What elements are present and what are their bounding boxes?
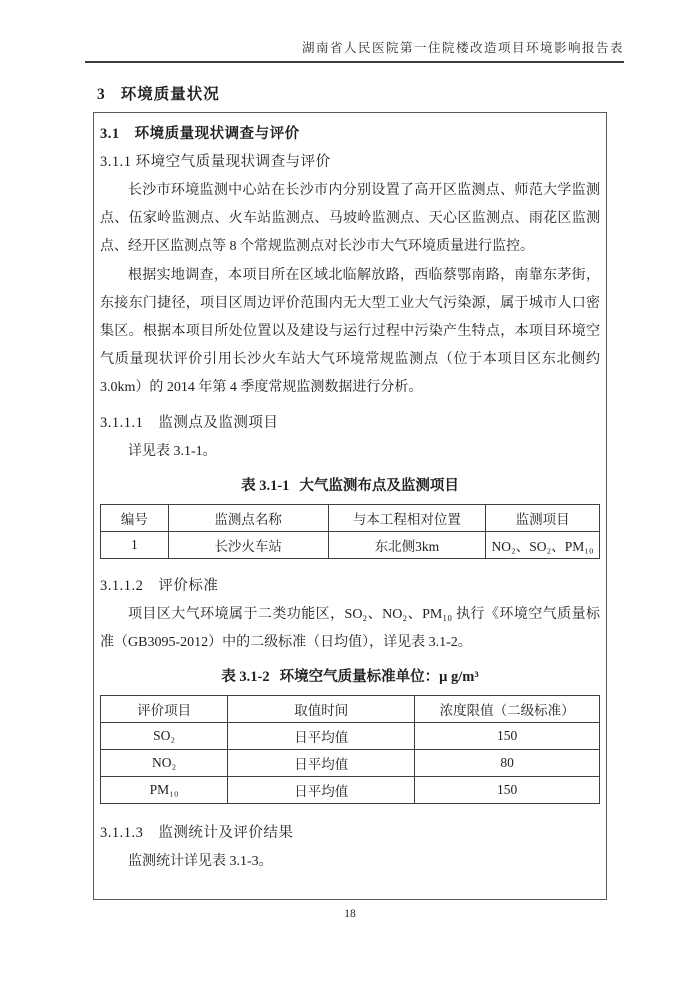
- page-number: 18: [344, 908, 356, 920]
- table-3-1-2-title: [100, 665, 600, 689]
- table-3-1-2-label: 表 3.1-2: [221, 669, 270, 685]
- chapter-title: 环境质量状况: [120, 86, 220, 103]
- see-table-3-1-3-note: 监测统计详见表 3.1-3。: [128, 854, 273, 869]
- paragraph-standards: 项目区大气环境属于二类功能区，SO₂、NO₂、PM₁₀ 执行《环境空气质量标准（GB3095-2012）中的二级标准（日均值），详见表 3.1-2。: [100, 607, 600, 650]
- content-box: [93, 112, 607, 900]
- section-3-1-heading: 3.1 环境质量现状调查与评价: [100, 126, 300, 142]
- cell-averaging-time: 日平均值: [228, 723, 415, 750]
- paragraph-site-survey: 根据实地调查，本项目所在区域北临解放路，西临蔡鄂南路，南靠东茅街，东接东门捷径，项目区周边评价范围内无大型工业大气污染源，属于城市人口密集区。根据本项目所处位置以及建设与运行过程中污染产生特点，本项目环境空气质量现状评价引用长沙火车站大气环境常规监测点（位于本项目区东北侧约 3.0km）的 2014 年第 4 季度常规监测数据进行分析。: [100, 268, 600, 395]
- th-assessment-item: 评价项目: [101, 696, 228, 723]
- section-3-1-1-3-heading: 3.1.1.3 监测统计及评价结果: [100, 825, 294, 841]
- table-monitoring-points: [100, 504, 600, 559]
- table-3-1-1-caption: 大气监测布点及监测项目: [299, 478, 459, 494]
- th-averaging-time: 取值时间: [228, 696, 415, 723]
- table-row-no2: [101, 750, 600, 777]
- table-row-pm10: [101, 777, 600, 804]
- cell-pollutant: NO₂: [101, 750, 228, 777]
- table-3-1-1-label: 表 3.1-1: [241, 478, 290, 494]
- table-air-quality-standards: [100, 695, 600, 804]
- cell-pollutant: SO₂: [101, 723, 228, 750]
- chapter-number: 3: [97, 86, 105, 103]
- cell-limit: 80: [415, 750, 600, 777]
- table-header-row: [101, 505, 600, 532]
- cell-site-name: 长沙火车站: [168, 532, 328, 559]
- cell-number: 1: [101, 532, 169, 559]
- table-3-1-2-caption: 环境空气质量标准单位：μ g/m³: [279, 669, 479, 685]
- section-3-1-1-2-heading: 3.1.1.2 评价标准: [100, 578, 219, 594]
- cell-limit: 150: [415, 777, 600, 804]
- header-title: 湖南省人民医院第一住院楼改造项目环境影响报告表: [301, 41, 624, 55]
- chapter-heading: [97, 82, 220, 104]
- section-3-1-1-heading: 3.1.1 环境空气质量现状调查与评价: [100, 154, 331, 170]
- th-relative-position: 与本工程相对位置: [328, 505, 486, 532]
- cell-averaging-time: 日平均值: [228, 750, 415, 777]
- see-table-3-1-1-note: 详见表 3.1-1。: [128, 444, 217, 459]
- th-site-name: 监测点名称: [168, 505, 328, 532]
- table-row: [101, 532, 600, 559]
- th-concentration-limit: 浓度限值（二级标准）: [415, 696, 600, 723]
- th-number: 编号: [101, 505, 169, 532]
- cell-monitoring-items: NO₂、SO₂、PM₁₀: [486, 532, 600, 559]
- cell-averaging-time: 日平均值: [228, 777, 415, 804]
- cell-pollutant: PM₁₀: [101, 777, 228, 804]
- page-header: [85, 38, 624, 63]
- th-monitoring-items: 监测项目: [486, 505, 600, 532]
- section-3-1-1-1-heading: 3.1.1.1 监测点及监测项目: [100, 415, 279, 431]
- table-row-so2: [101, 723, 600, 750]
- paragraph-monitoring-network: 长沙市环境监测中心站在长沙市内分别设置了高开区监测点、师范大学监测点、伍家岭监测点、火车站监测点、马坡岭监测点、天心区监测点、雨花区监测点、经开区监测点等 8 个常规监测点对长沙市大气环境质量进行监控。: [100, 183, 600, 254]
- table-3-1-1-title: [100, 474, 600, 498]
- cell-relative-position: 东北侧3km: [328, 532, 486, 559]
- table-header-row: [101, 696, 600, 723]
- cell-limit: 150: [415, 723, 600, 750]
